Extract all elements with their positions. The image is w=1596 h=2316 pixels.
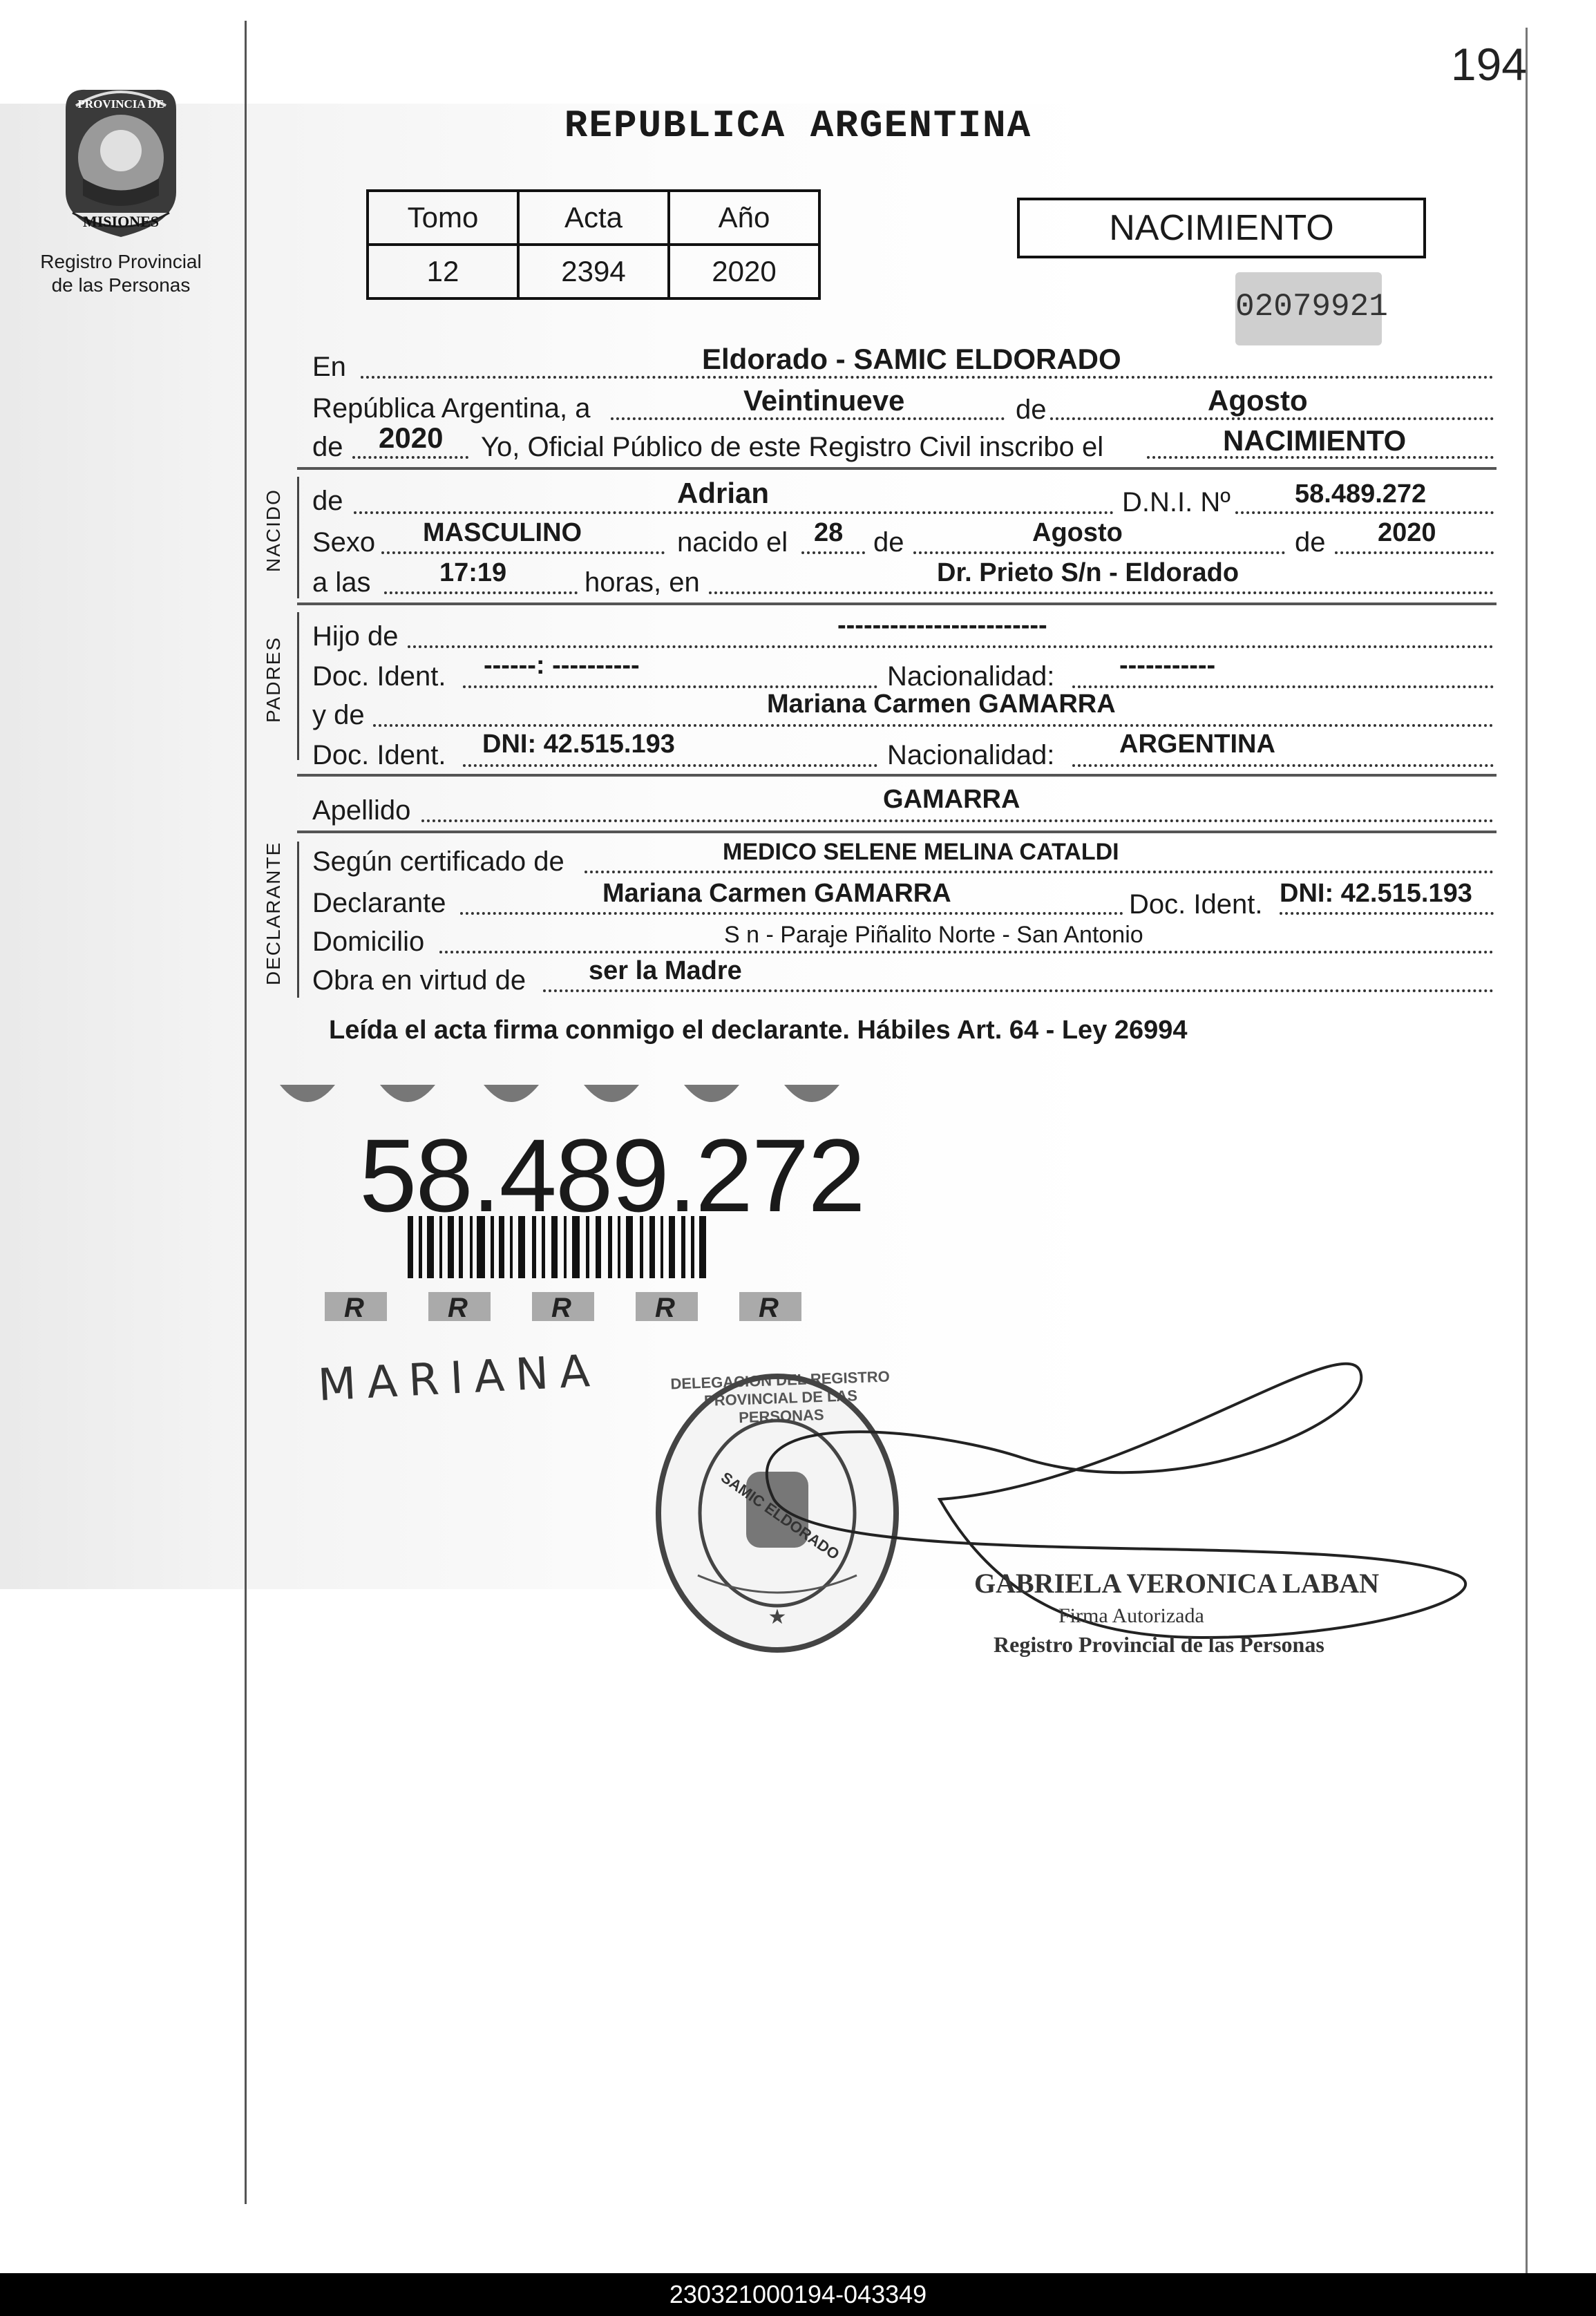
page-number: 194 [1450, 39, 1527, 90]
father-nacionalidad-label: Nacionalidad: [887, 661, 1055, 692]
right-margin-line [1526, 28, 1528, 2273]
birth-time-value: 17:19 [439, 558, 507, 587]
section-divider [297, 774, 1497, 777]
left-margin-line [245, 21, 247, 2204]
sexo-value: MASCULINO [423, 518, 582, 547]
section-bar [297, 477, 299, 598]
father-doc-value: ------: ---------- [484, 651, 640, 680]
mother-nacionalidad-label: Nacionalidad: [887, 740, 1055, 770]
place-value: Eldorado - SAMIC ELDORADO [702, 343, 1121, 375]
republica-label: República Argentina, a [312, 393, 591, 424]
record-type-box: NACIMIENTO [1017, 198, 1426, 258]
svg-text:★: ★ [768, 1606, 787, 1629]
padres-section-label: PADRES [263, 636, 284, 723]
mother-doc-label: Doc. Ident. [312, 740, 446, 770]
anio-header: Año [669, 191, 819, 245]
svg-text:MISIONES: MISIONES [82, 213, 160, 230]
section-bar [297, 842, 299, 998]
month-value: Agosto [1208, 384, 1308, 417]
svg-text:PROVINCIA DE: PROVINCIA DE [77, 97, 164, 111]
apellido-value: GAMARRA [883, 785, 1020, 814]
mother-doc-value: DNI: 42.515.193 [482, 730, 675, 759]
nacido-section-label: NACIDO [263, 488, 284, 572]
section-divider [297, 830, 1497, 833]
declarante-label: Declarante [312, 888, 446, 918]
acta-header: Acta [518, 191, 669, 245]
signatory-name: GABRIELA VERONICA LABAN [974, 1568, 1380, 1599]
y-de-label: y de [312, 700, 365, 730]
child-name-value: Adrian [677, 477, 770, 509]
father-name-value: ------------------------ [837, 611, 1047, 640]
svg-text:R: R [344, 1293, 364, 1323]
section-divider [297, 602, 1497, 605]
dni-label: D.N.I. Nº [1122, 487, 1231, 518]
certificate-value: MEDICO SELENE MELINA CATALDI [723, 839, 1119, 865]
apellido-label: Apellido [312, 795, 411, 826]
de-name-label: de [312, 486, 343, 516]
mother-nationality-value: ARGENTINA [1119, 730, 1275, 759]
section-divider [297, 467, 1497, 470]
barcode-dni-number: 58.489.272 [359, 1117, 864, 1233]
a-las-label: a las [312, 567, 371, 598]
obra-label: Obra en virtud de [312, 965, 526, 996]
handwritten-name: MARIANA [316, 1345, 602, 1412]
closing-statement: Leída el acta firma conmigo el declarante. Hábiles Art. 64 - Ley 26994 [329, 1016, 1188, 1045]
birth-month-value: Agosto [1032, 518, 1123, 547]
birth-year-value: 2020 [1378, 518, 1436, 547]
domicilio-value: S n - Paraje Piñalito Norte - San Antonio [724, 922, 1143, 948]
sexo-label: Sexo [312, 527, 376, 558]
signatory-role: Firma Autorizada [1058, 1604, 1204, 1627]
svg-text:R: R [655, 1293, 675, 1323]
tomo-header: Tomo [368, 191, 518, 245]
de-birthmonth-label: de [873, 527, 904, 558]
signatory-organization: Registro Provincial de las Personas [994, 1632, 1324, 1657]
section-bar [297, 612, 299, 760]
certificado-label: Según certificado de [312, 846, 564, 877]
hijo-de-label: Hijo de [312, 621, 399, 652]
father-nationality-value: ----------- [1119, 651, 1216, 680]
domicilio-label: Domicilio [312, 927, 425, 957]
en-label: En [312, 352, 346, 382]
svg-text:R: R [759, 1293, 779, 1323]
horas-label: horas, en [585, 567, 700, 598]
declarante-section-label: DECLARANTE [263, 841, 284, 985]
declarant-name-value: Mariana Carmen GAMARRA [602, 879, 951, 908]
birth-day-value: 28 [814, 518, 844, 547]
document-title: REPUBLICA ARGENTINA [564, 104, 1032, 148]
nacido-el-label: nacido el [677, 527, 788, 558]
declarant-doc-label: Doc. Ident. [1129, 889, 1263, 920]
svg-text:SAMIC ELDORADO: SAMIC ELDORADO [718, 1468, 843, 1564]
anio-value: 2020 [669, 245, 819, 298]
footer-code: 230321000194-043349 [0, 2273, 1596, 2316]
de-year-label: de [312, 432, 343, 462]
child-dni-value: 58.489.272 [1295, 480, 1427, 509]
registry-number: 02079921 [1235, 272, 1382, 345]
tomo-value: 12 [368, 245, 518, 298]
day-words-value: Veintinueve [743, 384, 905, 417]
de-label: de [1016, 395, 1047, 425]
stamp-text: DELEGACION DEL REGISTRO PROVINCIAL DE LAS PERSONAS [670, 1367, 891, 1427]
yo-text: Yo, Oficial Público de este Registro Civil inscribo el [481, 432, 1104, 462]
de-birthyear-label: de [1295, 527, 1326, 558]
record-table [366, 189, 821, 300]
father-doc-label: Doc. Ident. [312, 661, 446, 692]
obra-value: ser la Madre [589, 956, 742, 985]
acta-value: 2394 [518, 245, 669, 298]
mother-name-value: Mariana Carmen GAMARRA [767, 690, 1116, 719]
birth-place-value: Dr. Prieto S/n - Eldorado [937, 558, 1239, 587]
year-value: 2020 [379, 421, 444, 454]
svg-text:R: R [551, 1293, 571, 1323]
declarant-doc-value: DNI: 42.515.193 [1280, 879, 1472, 908]
issuer-label: Registro Provincial de las Personas [40, 251, 202, 296]
act-type-value: NACIMIENTO [1223, 424, 1407, 457]
svg-text:R: R [448, 1293, 468, 1323]
